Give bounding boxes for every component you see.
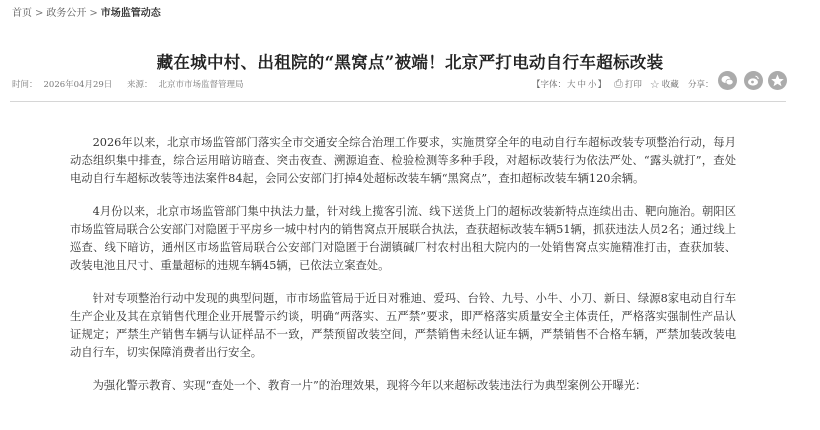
breadcrumb: [12, 4, 161, 20]
font-size-selector: [532, 78, 606, 90]
favorite-label: 收藏: [661, 80, 679, 90]
share-label: 分享：: [688, 80, 714, 90]
article-tools: [532, 77, 687, 91]
font-size-label-close: 】: [597, 80, 607, 90]
publish-time: [12, 80, 118, 90]
qzone-icon[interactable]: [768, 71, 787, 90]
time-label: 时间：: [12, 80, 38, 90]
source-label: 来源：: [126, 80, 153, 90]
print-button[interactable]: [614, 77, 642, 91]
breadcrumb-separator: >: [35, 8, 44, 19]
article-title: 藏在城中村、出租院的“黑窝点”被端！北京严打电动自行车超标改装: [156, 53, 664, 73]
font-size-medium[interactable]: 中: [577, 80, 587, 90]
favorite-button[interactable]: [650, 78, 679, 91]
breadcrumb-section-link[interactable]: 政务公开: [46, 8, 87, 19]
article-body: [70, 134, 736, 410]
article-paragraph: 2026年以来，北京市场监管部门落实全市交通安全综合治理工作要求，实施贯穿全年的电动自行车超标改装专项整治行动，每月动态组织集中排查，综合运用暗访暗查、突击夜查、溯源追查、检验检测等多种手段，对超标改装行为依法严处、“露头就打”，查处电动自行车超标改装等违法案件84起，会同公安部门打掉4处超标改装车辆“黑窝点”，查扣超标改装车辆120余辆。: [70, 136, 736, 185]
source-value: 北京市市场监督管理局: [158, 80, 244, 90]
font-size-large[interactable]: 大: [567, 80, 576, 90]
font-size-small[interactable]: 小: [588, 80, 597, 90]
article-paragraph: 针对专项整治行动中发现的典型问题，市市场监管局于近日对雅迪、爱玛、台铃、九号、小牛、小刀、新日、绿源8家电动自行车生产企业及其在京销售代理企业开展警示约谈，明确“两落实、五严禁”要求，即严格落实质量安全主体责任，严格落实强制性产品认证规定；严禁生产销售车辆与认证样品不一致，严禁预留改装空间，严禁销售未经认证车辆，严禁销售不合格车辆，严禁加装改装电动自行车，切实保障消费者出行安全。: [70, 292, 736, 359]
printer-icon: ⎙: [614, 77, 623, 90]
article-paragraph: 4月份以来，北京市场监管部门集中执法力量，针对线上揽客引流、线下送货上门的超标改装新特点连续出击、靶向施治。朝阳区市场监管局联合公安部门对隐匿于平房乡一城中村内的销售窝点开展联合执法，查获超标改装车辆51辆，抓获违法人员2名；通过线上巡查、线下暗访，通州区市场监管局联合公安部门对隐匿于台湖镇碱厂村农村出租大院内的一处销售窝点实施精准打击，查获加装、改装电池且尺寸、重量超标的违规车辆45辆，已依法立案查处。: [70, 205, 736, 272]
breadcrumb-current-link[interactable]: 市场监管动态: [100, 8, 161, 19]
article-source: [127, 80, 250, 90]
article-meta: [12, 78, 256, 90]
font-size-label-open: 【字体：: [532, 80, 567, 90]
header-divider: [10, 101, 786, 102]
time-value: 2026年04月29日: [43, 80, 113, 90]
breadcrumb-separator: >: [89, 8, 98, 19]
print-label: 打印: [624, 80, 642, 90]
star-icon: ☆: [649, 77, 660, 91]
weibo-icon[interactable]: [744, 71, 763, 90]
wechat-icon[interactable]: [718, 71, 737, 90]
breadcrumb-home-link[interactable]: 首页: [12, 8, 32, 19]
article-paragraph: 为强化警示教育、实现“查处一个、教育一片”的治理效果，现将今年以来超标改装违法行为典型案例公开曝光：: [92, 379, 647, 392]
